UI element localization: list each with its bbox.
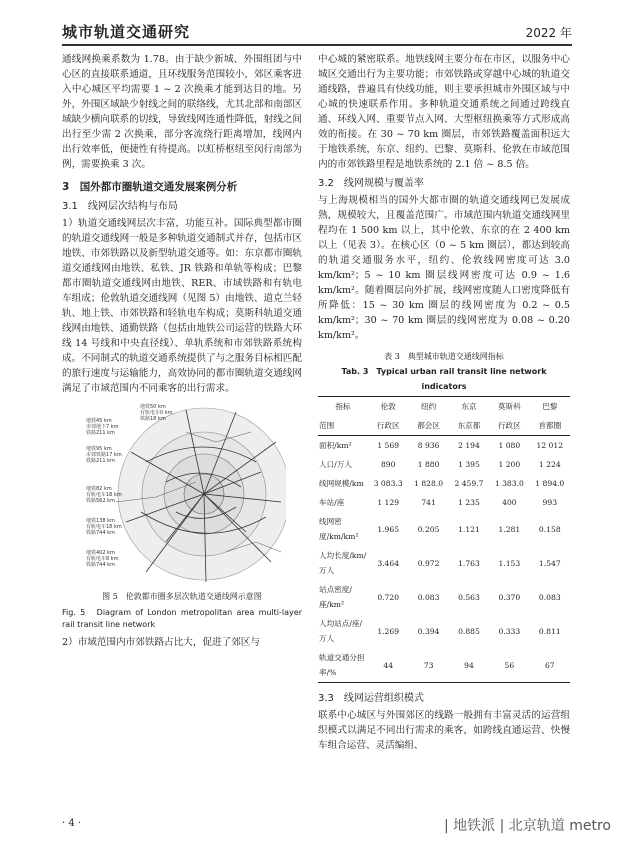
table-cell: 0.720 [377, 592, 400, 602]
table-caption-cn: 表 3 典型城市轨道交通线网指标 [384, 352, 504, 361]
table-row [318, 436, 570, 456]
table-row-label: 站点密度/座/km² [319, 585, 352, 609]
journal-title: 城市轨道交通研究 [62, 23, 191, 41]
table-row [318, 614, 570, 648]
table-cell: 0.205 [417, 524, 440, 534]
left-bottom-paragraph: 2）市域范围内市郊铁路占比大，促进了郊区与 [62, 637, 260, 648]
map-label: 地铁50 km 有轨电车0 km 铁路18 km [140, 404, 173, 422]
table-header-cell: 东京 [449, 397, 489, 417]
table-cell: 1 894.0 [535, 479, 565, 488]
table-cell: 0.370 [498, 592, 521, 602]
subsection-heading-3-1: 3.1 线网层次结构与布局 [62, 201, 178, 212]
table-cell: 73 [408, 648, 448, 683]
table-cell: 首都圈 [530, 416, 570, 436]
table-cell: 范围 [318, 416, 368, 436]
table-row [318, 546, 570, 580]
paragraph-3-2: 与上海规模相当的国外大都市圈的轨道交通线网已发展成熟，规模较大，且覆盖范围广。市域范围内轨道交通线网里程均在 1 500 km 以上，其中伦敦、东京的在 2 400 km 以上（见表 3）。在核心区（0 ~ 5 km 圈层），都达到较高的轨道交通服务水平，纽约、伦敦线网密度可达 3.0 km/km²；5 ~ 10 km 圈层线网密度可达 0.9 ~ 1.6 km/km²。随着圈层向外扩展，线网密度随人口密度降低有所降低：15 ~ 30 km 圈层的线网密度为 0.2 ~ 0.5 km/km²；30 ~ 70 km 圈层的线网密度为 0.08 ~ 0.20 km/km²。 [318, 195, 570, 341]
table-row [318, 648, 570, 683]
watermark: | 地铁派 | 北京轨道 metro [444, 818, 611, 834]
table-cell: 1 200 [498, 460, 521, 469]
table-cell: 94 [449, 648, 489, 683]
table-row-label: 车站/座 [319, 498, 345, 507]
table-cell: 0.394 [417, 626, 440, 636]
map-label: 地铁138 km 有轨电车18 km 铁路744 km [86, 518, 122, 536]
table-cell: 1 828.0 [414, 479, 444, 488]
header-year: 2022 年 [525, 26, 572, 40]
table-cell: 1 395 [458, 460, 480, 469]
table-cell: 12 012 [536, 441, 564, 450]
table-row-label: 线网规模/km [319, 479, 364, 488]
table-cell: 1 129 [377, 498, 400, 507]
page-number: · 4 · [62, 818, 82, 829]
table-body [318, 436, 570, 683]
table-cell: 东京都 [449, 416, 489, 436]
table-scope-row [318, 416, 570, 436]
table-cell: 741 [421, 498, 436, 507]
table-cell: 1.121 [458, 524, 480, 534]
table-cell: 2 459.7 [454, 479, 484, 488]
table-row [318, 493, 570, 512]
table-header-cell: 莫斯科 [489, 397, 529, 417]
table-cell: 993 [542, 498, 558, 507]
table-cell: 0.083 [538, 592, 561, 602]
table-cell: 1.965 [377, 524, 400, 534]
right-column [318, 52, 570, 753]
right-paragraph-top: 中心城的紧密联系。地铁线网主要分布在市区，以服务中心城区交通出行为主要功能；市郊铁路或穿越中心城的轨道交通线路，普遍具有快线功能，则主要承担城市外围区域与中心城的快速联系作用。多种轨道交通系统之间通过跨线直通、环线入网、重要节点入网、大型枢纽换乘等方式形成高效的衔接。在 30 ~ 70 km 圈层，市郊铁路覆盖面积远大于地铁系统，东京、纽约、巴黎、莫斯科、伦敦在市域范围内的市郊铁路里程是地铁系统的 2.1 倍 ~ 8.5 倍。 [318, 54, 570, 170]
table-cell: 1 383.0 [494, 479, 524, 488]
table-header-cell: 伦敦 [368, 397, 408, 417]
table-row-label: 人均站点/座/万人 [319, 619, 363, 643]
table-cell: 67 [530, 648, 570, 683]
table-row [318, 512, 570, 546]
subsection-heading-3-3: 3.3 线网运营组织模式 [318, 693, 424, 704]
table-cell: 890 [380, 460, 396, 469]
table-cell: 1.153 [498, 558, 521, 568]
table-row-label: 人口/万人 [319, 460, 352, 469]
table-row [318, 580, 570, 614]
table-cell: 1 235 [458, 498, 480, 507]
table-cell: 8 936 [417, 441, 440, 450]
table-cell: 56 [489, 648, 529, 683]
section-heading-3: 3 国外都市圈轨道交通发展案例分析 [62, 181, 238, 193]
table-header-row [318, 397, 570, 417]
paragraph-3-3: 联系中心城区与外围郊区的线路一般拥有丰富灵活的运营组织模式以满足不同出行需求的乘客，如跨线直通运营、快慢车组合运营、灵活编组、 [318, 710, 570, 751]
table-cell: 行政区 [368, 416, 408, 436]
figure-caption-en: Fig. 5 Diagram of London metropolitan area multi-layer rail transit line network [62, 608, 302, 629]
left-paragraph: 通线网换乘系数为 1.78。由于缺少新城、外围组团与中心区的直接联系通道，且环线服务范围较小，郊区乘客进入中心城区平均需要 1 ~ 2 次换乘才能到达目的地。另外，外围区域缺少射线之间的联络线，尤其北部和南部区域缺少横向联系的切线，导致线网连通性降低，射线之间出行至少需 2 次换乘，部分客流绕行距离增加，线网内出行效率低，便捷性有待提高。以虹桥枢纽至闵行南部为例，需要换乘 3 次。 [62, 54, 302, 170]
map-label: 地铁45 km 市郊地下7 km 铁路211 km [86, 418, 119, 436]
table-cell: 1 224 [538, 460, 561, 469]
table-row [318, 455, 570, 474]
table-cell: 0.972 [417, 558, 440, 568]
map-label: 地铁95 km 市郊铁路17 km 铁路211 km [86, 446, 122, 464]
table-row-label: 轨道交通分担率/% [318, 648, 368, 683]
table-cell: 1 880 [417, 460, 440, 469]
page-header [62, 20, 572, 46]
table-header-cell: 巴黎 [530, 397, 570, 417]
table-row-label: 人均长度/km/万人 [319, 551, 367, 575]
table-cell: 44 [368, 648, 408, 683]
left-column [62, 52, 302, 650]
table-caption-en: Tab. 3 Typical urban rail transit line network indicators [341, 367, 547, 391]
table-cell: 行政区 [489, 416, 529, 436]
table-cell: 1.763 [458, 558, 480, 568]
table-row [318, 474, 570, 493]
figure-caption-cn: 图 5 伦敦都市圈多层次轨道交通线网示意图 [102, 592, 262, 601]
table-cell: 0.158 [538, 524, 561, 534]
table-cell: 3 083.3 [373, 479, 403, 488]
table-cell: 1.269 [377, 626, 400, 636]
table-cell: 1.281 [498, 524, 521, 534]
subsection-heading-3-2: 3.2 线网规模与覆盖率 [318, 178, 424, 189]
london-network-figure [86, 402, 286, 587]
table-row-label: 面积/km² [319, 441, 352, 450]
table-cell: 1.547 [538, 558, 561, 568]
table-cell: 0.885 [458, 626, 480, 636]
table-cell: 1 080 [498, 441, 521, 450]
table-cell: 0.563 [458, 592, 480, 602]
table-header-cell: 指标 [318, 397, 368, 417]
table-header-cell: 纽约 [408, 397, 448, 417]
table-cell: 1 569 [377, 441, 400, 450]
map-label: 地铁82 km 有轨电车18 km 铁路562 km [86, 486, 122, 504]
table-cell: 0.811 [538, 626, 561, 636]
table-cell: 2 194 [458, 441, 480, 450]
map-label: 地铁402 km 有轨电车8 km 铁路744 km [86, 550, 119, 568]
paragraph-3-1: 1）轨道交通线网层次丰富，功能互补。国际典型都市圈的轨道交通线网一般是多种轨道交通制式并存，包括市区地铁、市郊铁路以及新型轨道交通等。如：东京都市圈轨道交通线网由地铁、私铁、JR 铁路和单轨等构成；巴黎都市圈轨道交通线网由地铁、RER、市域铁路和有轨电车组成；伦敦轨道交通线网（见图 5）由地铁、道克兰轻轨、地上铁、市郊铁路和轻轨电车构成；莫斯科轨道交通线网由地铁、通勤铁路（包括由地铁公司运营的铁路大环线 14 号线和中央直径线）、单轨系统和市郊铁路系统构成。不同制式的轨道交通系统提供了与之服务目标相匹配的旅行速度与运输能力，高效协同的都市圈轨道交通线网满足了市域范围内不同乘客的出行需求。 [62, 218, 302, 394]
table-cell: 0.333 [498, 626, 521, 636]
table-row-label: 线网密度/km/km² [319, 517, 359, 541]
table-cell: 都会区 [408, 416, 448, 436]
table-cell: 0.083 [417, 592, 440, 602]
indicator-table [318, 396, 570, 683]
table-cell: 400 [502, 498, 517, 507]
table-cell: 3.464 [377, 558, 400, 568]
